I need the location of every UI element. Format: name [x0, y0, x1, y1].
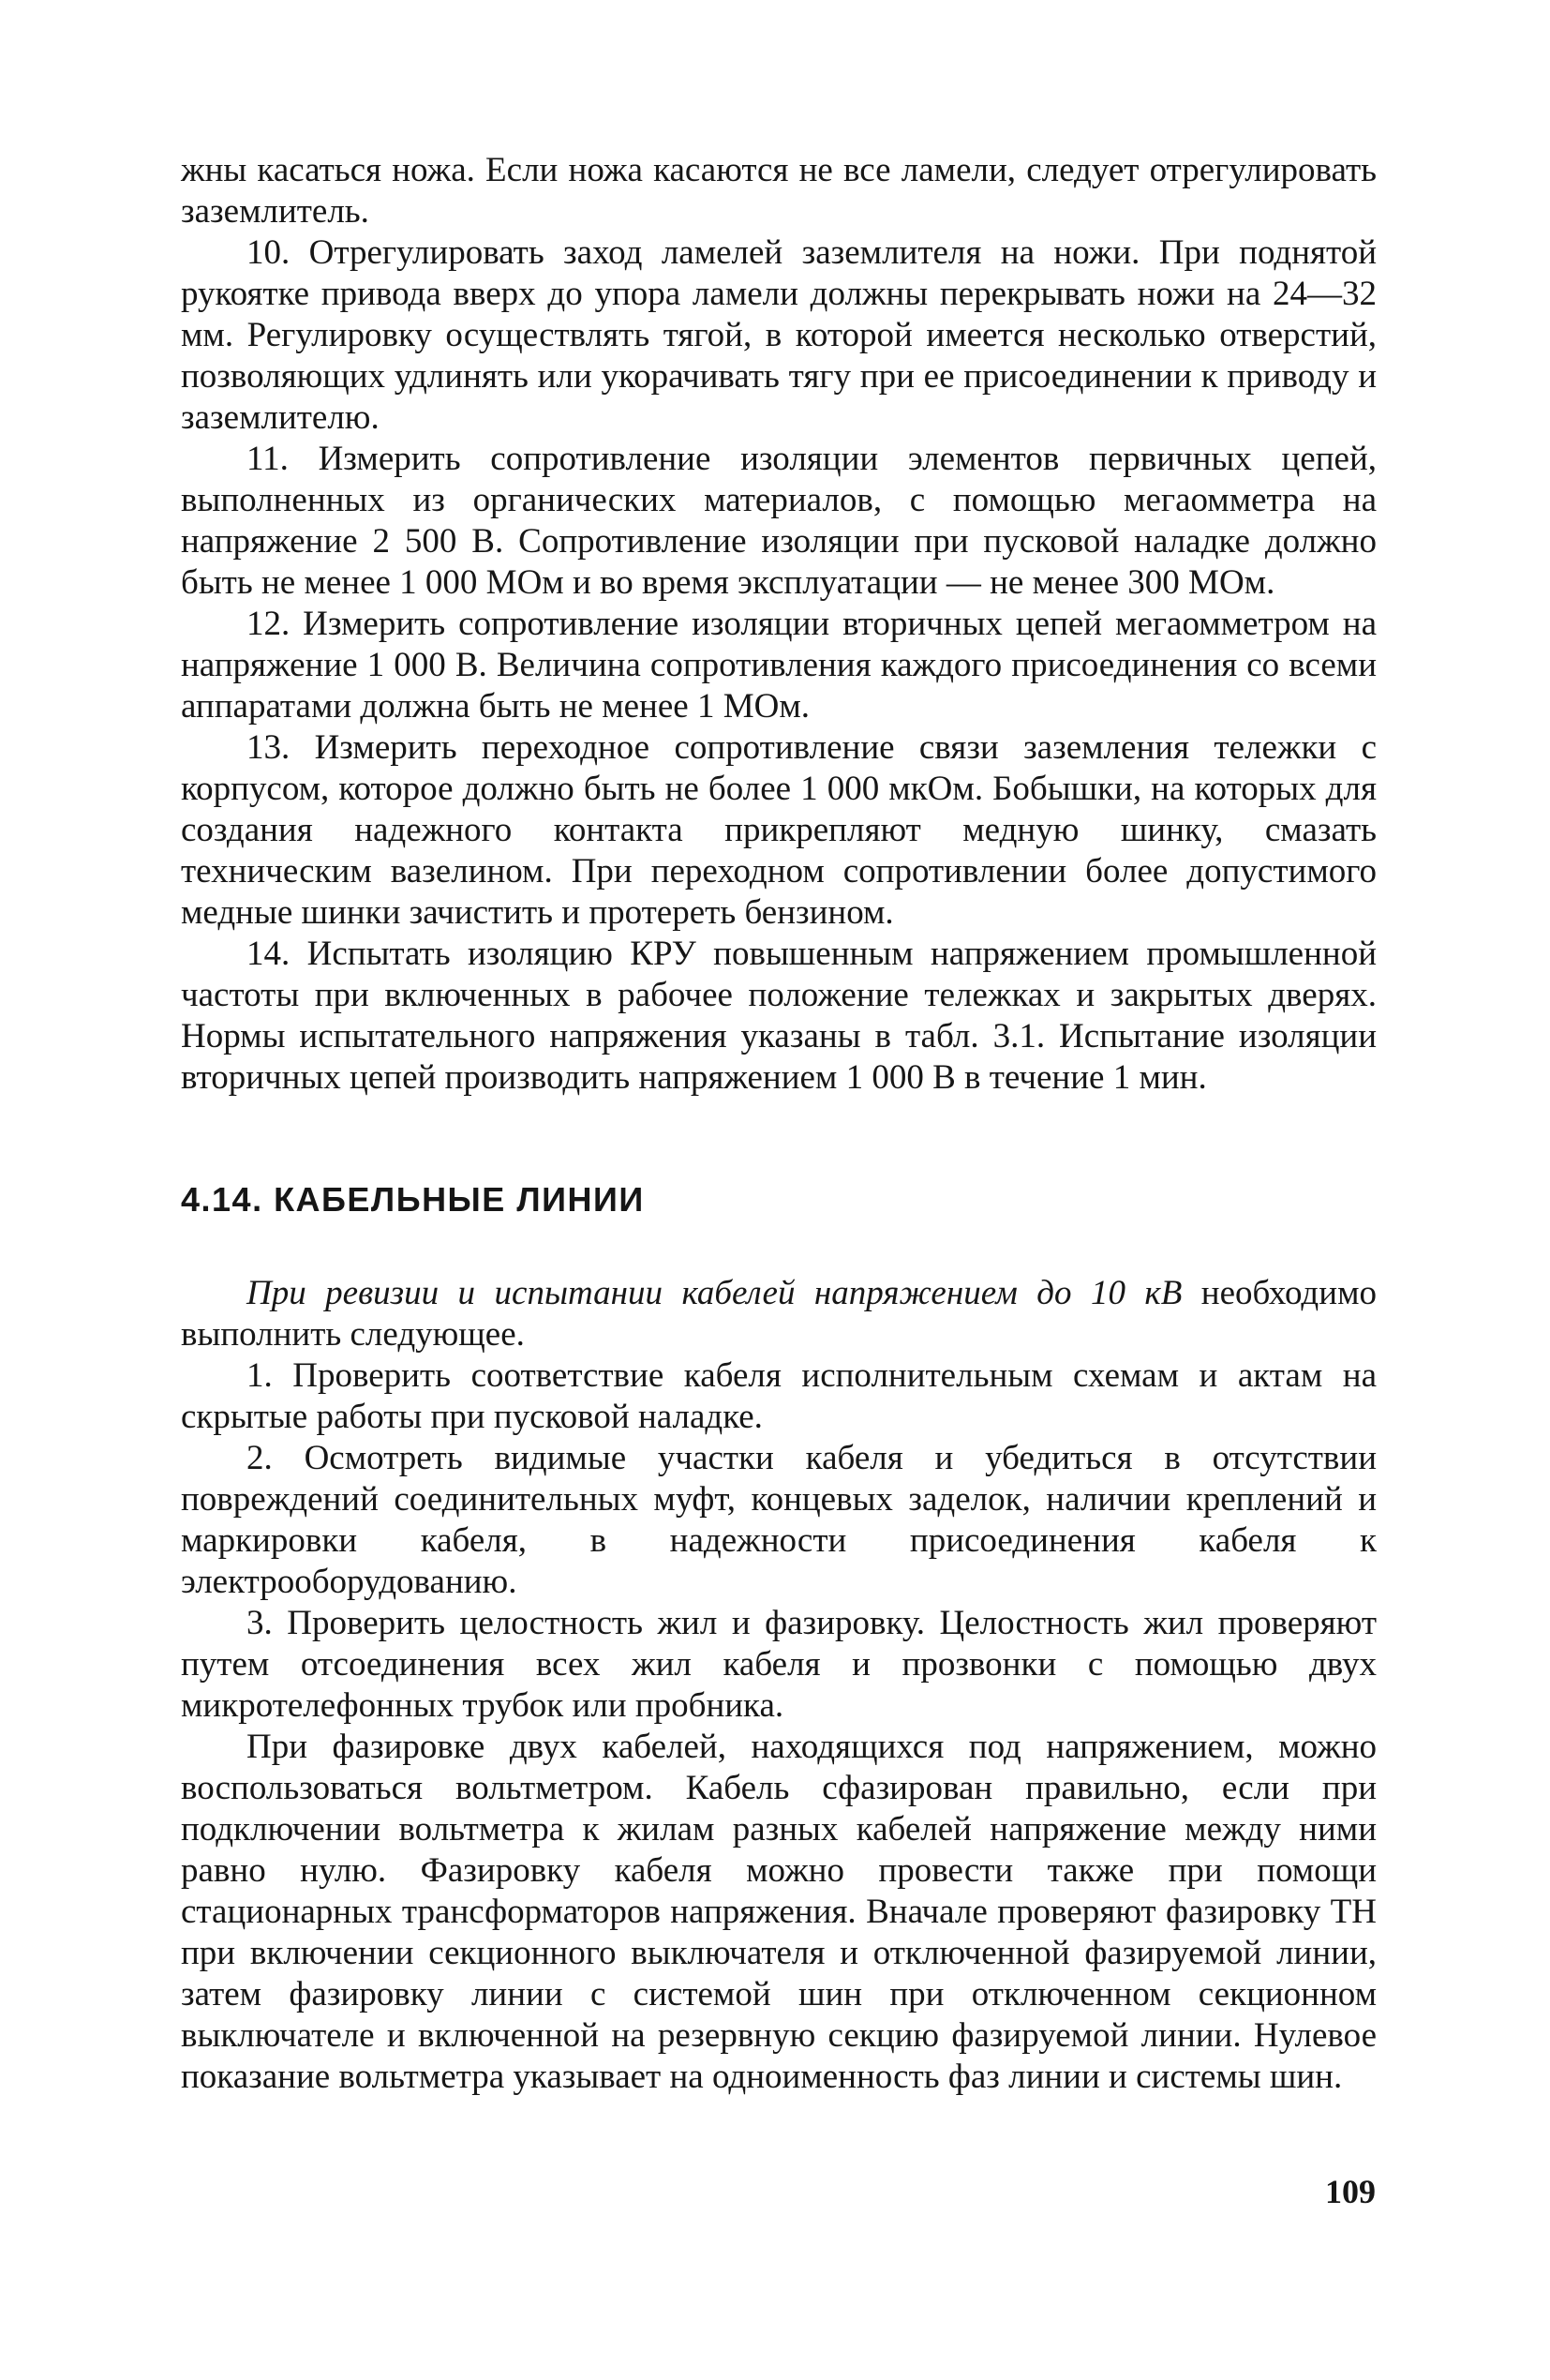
section-intro [181, 1273, 1377, 1355]
paragraph-item-10: 10. Отрегулировать заход ламелей заземлителя на ножи. При поднятой рукоятке привода вверх до упора ламели должны перекрывать ножи на 24—32 мм. Регулировку осуществлять тягой, в которой имеется несколько отверстий, позволяющих удлинять или укорачивать тягу при ее присоединении к приводу и заземлителю. [181, 233, 1377, 437]
paragraph-item-12: 12. Измерить сопротивление изоляции вторичных цепей мегаомметром на напряжение 1 000 В. Величина сопротивления каждого присоединения со всеми аппаратами должна быть не менее 1 МОм. [181, 605, 1377, 726]
intro-italic: При ревизии и испытании кабелей напряжением до 10 кВ [246, 1274, 1183, 1312]
section-heading: 4.14. КАБЕЛЬНЫЕ ЛИНИИ [181, 1180, 645, 1219]
paragraph-phasing: При фазировке двух кабелей, находящихся под напряжением, можно воспользоваться вольтметром. Кабель сфазирован правильно, если при подключении вольтметра к жилам разных кабелей напряжение между ними равно нулю. Фазировку кабеля можно провести также при помощи стационарных трансформаторов напряжения. Вначале проверяют фазировку ТН при включении секционного выключателя и отключенной фазируемой линии, затем фазировку линии с системой шин при отключенном секционном выключателе и включенной на резервную секцию фазируемой линии. Нулевое показание вольтметра указывает на одноименность фаз линии и системы шин. [181, 1728, 1377, 2096]
spacer [181, 1220, 1377, 1273]
paragraph-continuation: жны касаться ножа. Если ножа касаются не все ламели, следует отрегулировать заземлитель. [181, 151, 1377, 231]
paragraph-item-3: 3. Проверить целостность жил и фазировку. Целостность жил проверяют путем отсоединения всех жил кабеля и прозвонки с помощью двух микротелефонных трубок или пробника. [181, 1604, 1377, 1725]
spacer [181, 1099, 1377, 1179]
page-number: 109 [1325, 2173, 1376, 2210]
paragraph-item-1: 1. Проверить соответствие кабеля исполнительным схемам и актам на скрытые работы при пусковой наладке. [181, 1356, 1377, 1436]
page-body [181, 150, 1377, 2098]
paragraph-item-13: 13. Измерить переходное сопротивление связи заземления тележки с корпусом, которое должно быть не более 1 000 мкОм. Бобышки, на которых для создания надежного контакта прикрепляют медную шинку, смазать техническим вазелином. При переходном сопротивлении более допустимого медные шинки зачистить и протереть бензином. [181, 728, 1377, 932]
paragraph-item-11: 11. Измерить сопротивление изоляции элементов первичных цепей, выполненных из органических материалов, с помощью мегаомметра на напряжение 2 500 В. Сопротивление изоляции при пусковой наладке должно быть не менее 1 000 МОм и во время эксплуатации — не менее 300 МОм. [181, 440, 1377, 602]
paragraph-item-2: 2. Осмотреть видимые участки кабеля и убедиться в отсутствии повреждений соединительных муфт, концевых заделок, наличии креплений и маркировки кабеля, в надежности присоединения кабеля к электрооборудованию. [181, 1439, 1377, 1601]
intro-rest: необходимо выполнить следующее. [181, 1274, 1377, 1354]
paragraph-item-14: 14. Испытать изоляцию КРУ повышенным напряжением промышленной частоты при включенных в рабочее положение тележках и закрытых дверях. Нормы испытательного напряжения указаны в табл. 3.1. Испытание изоляции вторичных цепей производить напряжением 1 000 В в течение 1 мин. [181, 935, 1377, 1097]
